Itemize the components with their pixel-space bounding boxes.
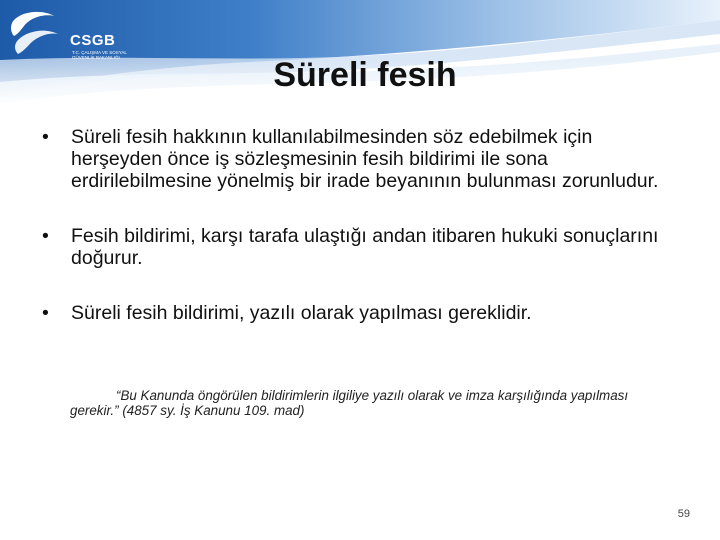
bullet-icon: • <box>42 225 49 247</box>
law-quote: “Bu Kanunda öngörülen bildirimlerin ilgiliye yazılı olarak ve imza karşılığında yapılması gerekir.” (4857 sy. İş Kanunu 109. mad) <box>70 388 629 418</box>
bullet-icon: • <box>42 126 49 148</box>
slide-title: Süreli fesih <box>273 56 457 94</box>
bullet-icon: • <box>42 302 49 324</box>
bullet-text: Süreli fesih bildirimi, yazılı olarak yapılması gereklidir. <box>71 302 532 324</box>
bullet-item <box>42 302 682 324</box>
page-number: 59 <box>677 508 690 520</box>
logo-text: CSGB <box>70 32 116 49</box>
logo-subtitle: T.C. ÇALIŞMA VE SOSYAL GÜVENLİK BAKANLIĞI <box>72 50 127 60</box>
bullet-item <box>42 126 682 192</box>
bullet-text: Süreli fesih hakkının kullanılabilmesinden söz edebilmek için herşeyden önce iş sözleşmesinin fesih bildirimi ile sona erdirilebilmesine yönelmiş bir irade beyanının bulunması zorunludur. <box>71 126 659 192</box>
bullet-item <box>42 225 682 269</box>
logo-swirl-icon <box>6 6 66 62</box>
bullet-list <box>42 126 682 324</box>
bullet-text: Fesih bildirimi, karşı tarafa ulaştığı andan itibaren hukuki sonuçlarını doğurur. <box>71 225 659 269</box>
